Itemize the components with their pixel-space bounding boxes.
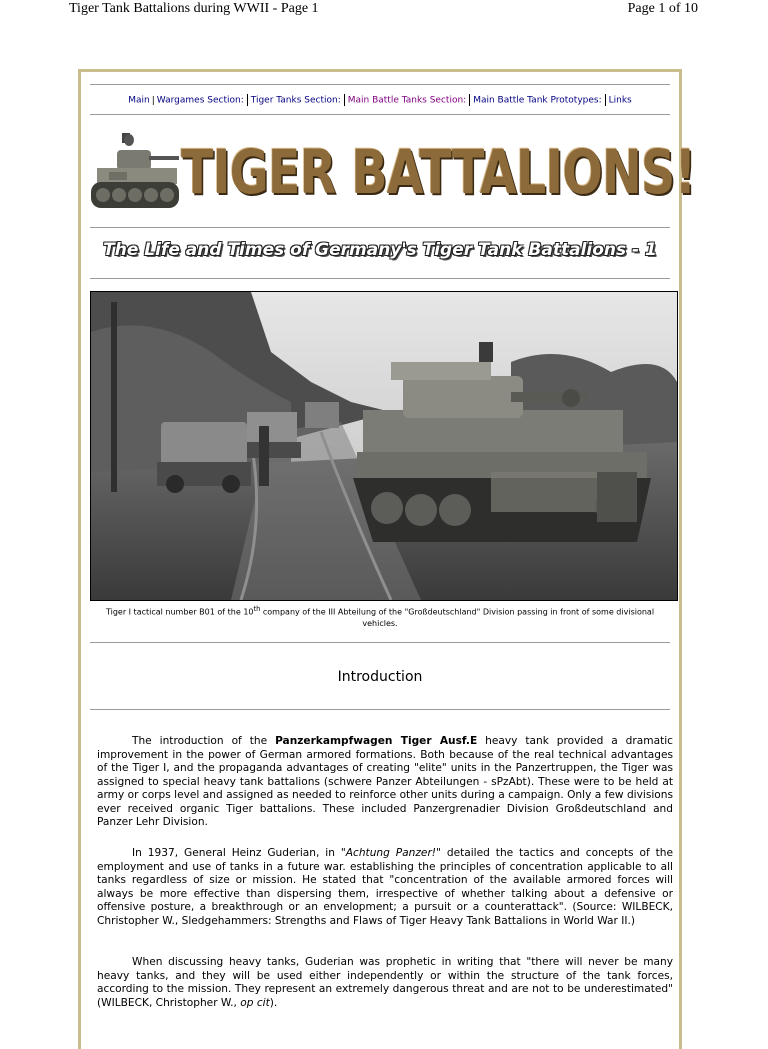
nav-link-mbt-prototypes[interactable]: Main Battle Tank Prototypes:: [473, 95, 602, 106]
nav-link-tiger-tanks[interactable]: Tiger Tanks Section:: [250, 95, 341, 106]
paragraph-2-book-title: Achtung Panzer!: [345, 847, 437, 859]
paragraph-2-end: " detailed the tactics and concepts of the employment and use of tanks in a future war. establishing the principles of concentration applicable to all tanks regardless of size or mission. He stated that "concentration of the available armored forces will always be more effective than dispersing them, irrespective of whether talking about a defensive or offensive posture, a breakthrough or an envelopment; a pursuit or a counterattack". (Source: WILBECK, Christopher W., Sledgehammers: Strengths and Flaws of Tiger Heavy Tank Battalions in World War II.): [97, 847, 673, 927]
nav-separator: [469, 94, 470, 106]
nav-link-wargames[interactable]: Wargames Section:: [156, 95, 244, 106]
tiger-tank-logo-icon: [89, 130, 181, 220]
caption-rule: [90, 642, 670, 643]
paragraph-3-op-cit: op cit: [240, 996, 270, 1009]
print-header-page-number: Page 1 of 10: [627, 1, 698, 16]
paragraph-2: [97, 847, 673, 928]
page-frame: [78, 69, 696, 1049]
paragraph-3: [97, 956, 673, 1010]
nav-separator: [344, 94, 345, 106]
nav-link-links[interactable]: Links: [608, 95, 632, 106]
nav-link-main-battle-tanks[interactable]: Main Battle Tanks Section:: [347, 95, 467, 106]
banner-title: TIGER BATTALIONS!: [181, 137, 696, 208]
nav-separator: [247, 94, 248, 106]
title-banner: [89, 130, 696, 222]
print-header: [0, 0, 768, 20]
tiger-tank-photo: [90, 291, 678, 601]
paragraph-3-start: When discussing heavy tanks, Guderian was prophetic in writing that "there will never be many heavy tanks, and they will be used either independently or within the structure of the tank forces, according to the mission. They represent an extremely dangerous threat and are not to be underestimated" (WILBECK, Christopher W.,: [97, 956, 673, 1009]
paragraph-1-tank-name: Panzerkampfwagen Tiger Ausf.E: [275, 735, 478, 747]
subtitle-banner: The Life and Times of Germany's Tiger Tank Battalions - 1: [103, 240, 657, 260]
paragraph-1-end: heavy tank provided a dramatic improvement in the power of German armored formations. Both because of the real technical advantages of the Tiger I, and the propaganda advantages of creating "elite" units in the Panzertruppen, the Tiger was assigned to special heavy tank battalions (schwere Panzer Abteilungen - sPzAbt). These were to be held at army or corps level and assigned as needed to reinforce other units during a campaign. Only a few divisions ever received organic Tiger battalions. These included Panzergrenadier Division Großdeutschland and Panzer Lehr Division.: [97, 735, 673, 828]
section-title: Introduction: [337, 669, 423, 685]
nav-top-rule: [90, 84, 670, 85]
section-rule: [90, 709, 670, 710]
paragraph-2-start: In 1937, General Heinz Guderian, in ": [132, 847, 346, 859]
photo-image: [91, 292, 677, 600]
caption-ordinal-suffix: th: [253, 605, 261, 613]
paragraph-1: [97, 735, 673, 830]
photo-caption: [90, 604, 670, 629]
paragraph-3-end: ).: [269, 996, 278, 1009]
nav-bar: [90, 94, 670, 106]
nav-separator: |: [151, 95, 155, 106]
print-header-title: Tiger Tank Battalions during WWII - Page 1: [69, 1, 319, 16]
nav-bottom-rule: [90, 114, 670, 115]
paragraph-1-start: The introduction of the: [132, 735, 276, 747]
nav-link-main[interactable]: Main: [128, 95, 150, 106]
nav-separator: [605, 94, 606, 106]
caption-text-end: company of the III Abteilung of the "Großdeutschland" Division passing in front of some divisional vehicles.: [260, 607, 655, 628]
subtitle-rule: [90, 278, 670, 279]
caption-text-start: Tiger I tactical number B01 of the 10: [105, 607, 254, 617]
banner-rule: [90, 227, 670, 228]
